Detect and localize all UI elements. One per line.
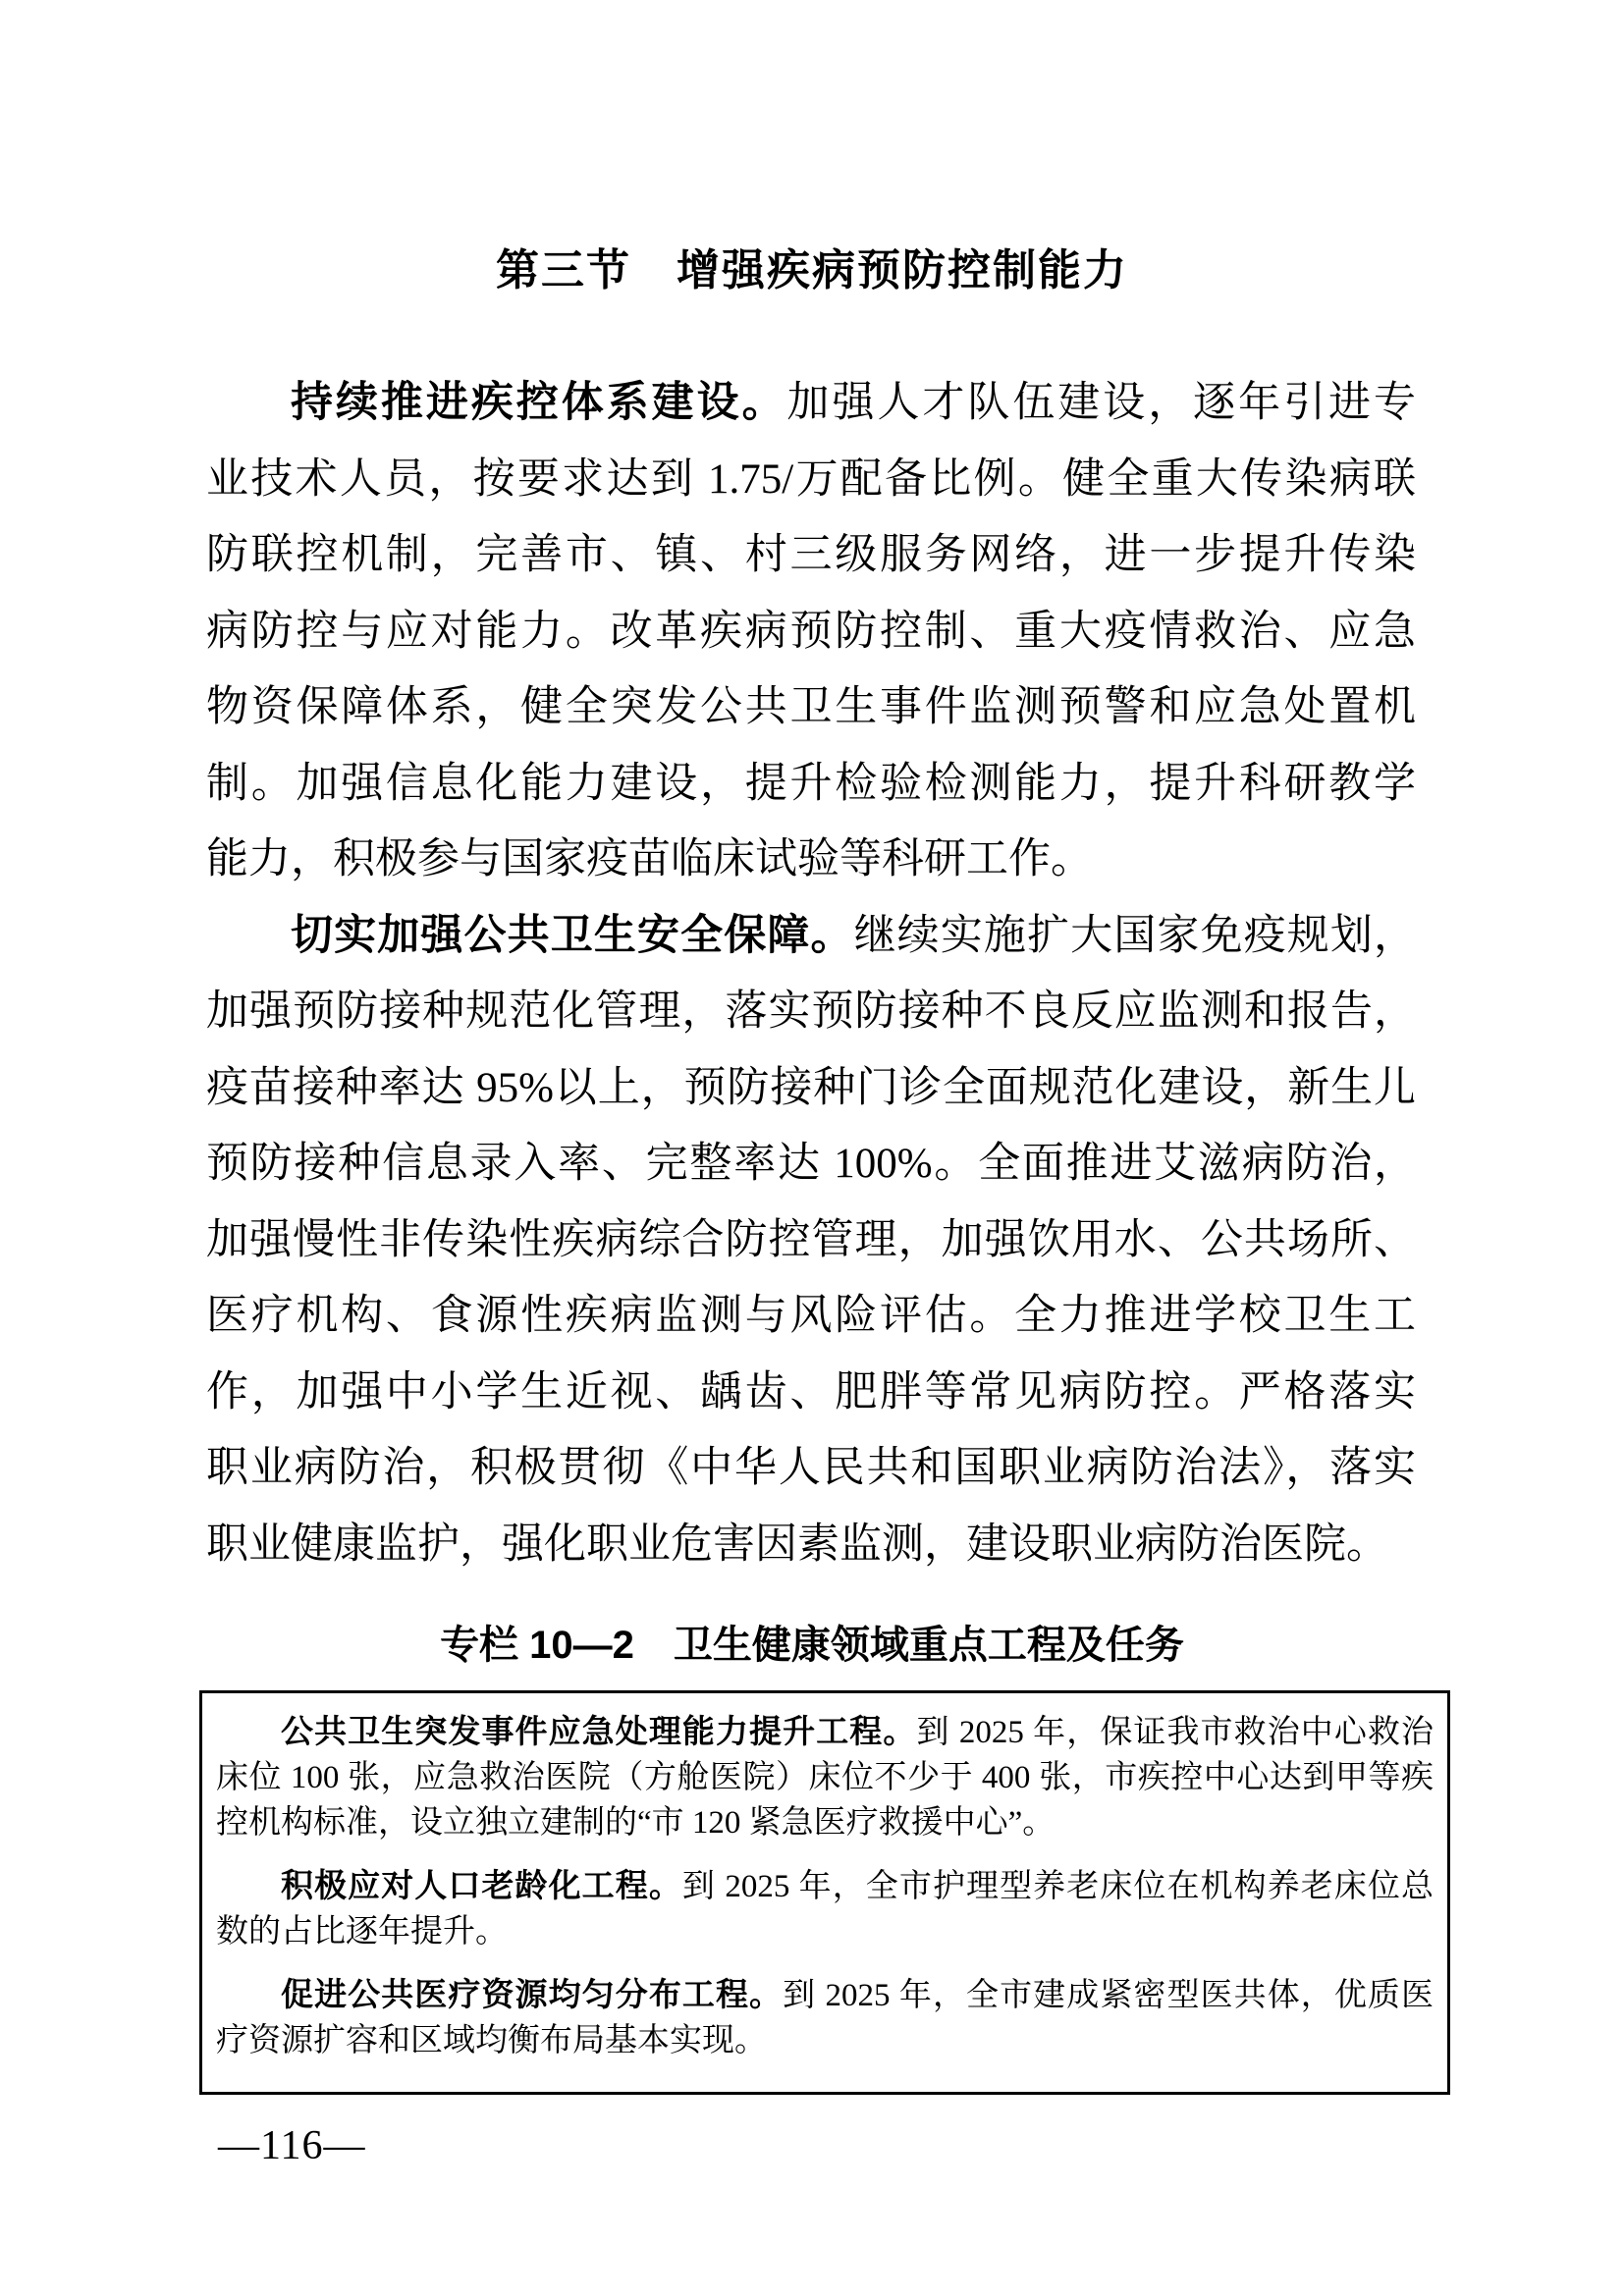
- line-text: 床位 100 张，应急救治医院（方舱医院）床位不少于 400 张，市疾控中心达到甲等疾: [216, 1760, 1434, 1795]
- text-line: [206, 594, 1416, 670]
- text-line: [206, 1126, 1416, 1202]
- line-text: 职业健康监护，强化职业危害因素监测，建设职业病防治医院。: [206, 1521, 1388, 1568]
- line-text: 到 2025 年，保证我市救治中心救治: [916, 1715, 1435, 1750]
- line-text: 医疗机构、食源性疾病监测与风险评估。全力推进学校卫生工: [206, 1293, 1416, 1339]
- paragraph: [206, 365, 1416, 898]
- text-line: [216, 1755, 1434, 1800]
- line-text: 制。加强信息化能力建设，提升检验检测能力，提升科研教学: [206, 760, 1416, 807]
- bold-lead-in: 促进公共医疗资源均匀分布工程。: [281, 1976, 784, 2012]
- paragraph: [216, 1863, 1434, 1954]
- line-text: 到 2025 年，全市建成紧密型医共体，优质医: [783, 1978, 1435, 2013]
- text-line: [206, 1278, 1416, 1355]
- text-line: [206, 669, 1416, 746]
- line-text: 疫苗接种率达 95%以上，预防接种门诊全面规范化建设，新生儿: [206, 1064, 1416, 1111]
- text-line: [206, 898, 1416, 975]
- text-line: [206, 746, 1416, 823]
- line-text: 物资保障体系，健全突发公共卫生事件监测预警和应急处置机: [206, 684, 1416, 730]
- text-line: [216, 1909, 1434, 1954]
- line-text: 到 2025 年，全市护理型养老床位在机构养老床位总: [681, 1869, 1435, 1904]
- text-line: [206, 1507, 1416, 1583]
- text-line: [206, 1202, 1416, 1279]
- line-text: 预防接种信息录入率、完整率达 100%。全面推进艾滋病防治，: [206, 1141, 1416, 1187]
- box-title: 专栏 10—2 卫生健康领域重点工程及任务: [440, 1624, 1184, 1667]
- line-text: 控机构标准，设立独立建制的“市 120 紧急医疗救援中心”。: [216, 1805, 1056, 1841]
- line-text: 病防控与应对能力。改革疾病预防控制、重大疫情救治、应急: [206, 608, 1416, 655]
- section-title: 第三节 增强疾病预防控制能力: [496, 246, 1128, 294]
- line-text: 业技术人员，按要求达到 1.75/万配备比例。健全重大传染病联: [206, 455, 1416, 503]
- bold-lead-in: 切实加强公共卫生安全保障。: [291, 911, 854, 959]
- text-line: [216, 1972, 1434, 2018]
- line-text: 继续实施扩大国家免疫规划，: [853, 912, 1417, 959]
- line-text: 疗资源扩容和区域均衡布局基本实现。: [216, 2023, 767, 2058]
- line-text: 职业病防治，积极贯彻《中华人民共和国职业病防治法》，落实: [206, 1445, 1416, 1491]
- paragraph: [206, 898, 1416, 1583]
- bold-lead-in: 公共卫生突发事件应急处理能力提升工程。: [281, 1713, 917, 1749]
- line-text: 防联控机制，完善市、镇、村三级服务网络，进一步提升传染: [206, 532, 1416, 578]
- page-number: —116—: [218, 2123, 366, 2168]
- line-text: 数的占比逐年提升。: [216, 1914, 508, 1949]
- paragraph: [216, 1972, 1434, 2063]
- text-line: [206, 1050, 1416, 1127]
- line-text: 加强慢性非传染性疾病综合防控管理，加强饮用水、公共场所、: [206, 1216, 1416, 1263]
- bold-lead-in: 积极应对人口老龄化工程。: [281, 1867, 682, 1903]
- line-text: 加强人才队伍建设，逐年引进专: [786, 380, 1417, 426]
- line-text: 加强预防接种规范化管理，落实预防接种不良反应监测和报告，: [206, 988, 1416, 1035]
- text-line: [216, 1800, 1434, 1845]
- text-line: [206, 822, 1416, 898]
- text-line: [206, 365, 1416, 442]
- text-line: [206, 974, 1416, 1050]
- paragraph: [216, 1709, 1434, 1845]
- text-line: [206, 517, 1416, 594]
- text-line: [216, 1863, 1434, 1909]
- bold-lead-in: 持续推进疾控体系建设。: [291, 379, 787, 426]
- text-line: [206, 442, 1416, 518]
- text-line: [216, 1709, 1434, 1755]
- highlight-box: [199, 1690, 1450, 2095]
- line-text: 能力，积极参与国家疫苗临床试验等科研工作。: [206, 836, 1093, 882]
- body-text: [206, 365, 1416, 1582]
- text-line: [206, 1430, 1416, 1507]
- text-line: [216, 2018, 1434, 2063]
- text-line: [206, 1355, 1416, 1431]
- line-text: 作，加强中小学生近视、龋齿、肥胖等常见病防控。严格落实: [206, 1368, 1416, 1415]
